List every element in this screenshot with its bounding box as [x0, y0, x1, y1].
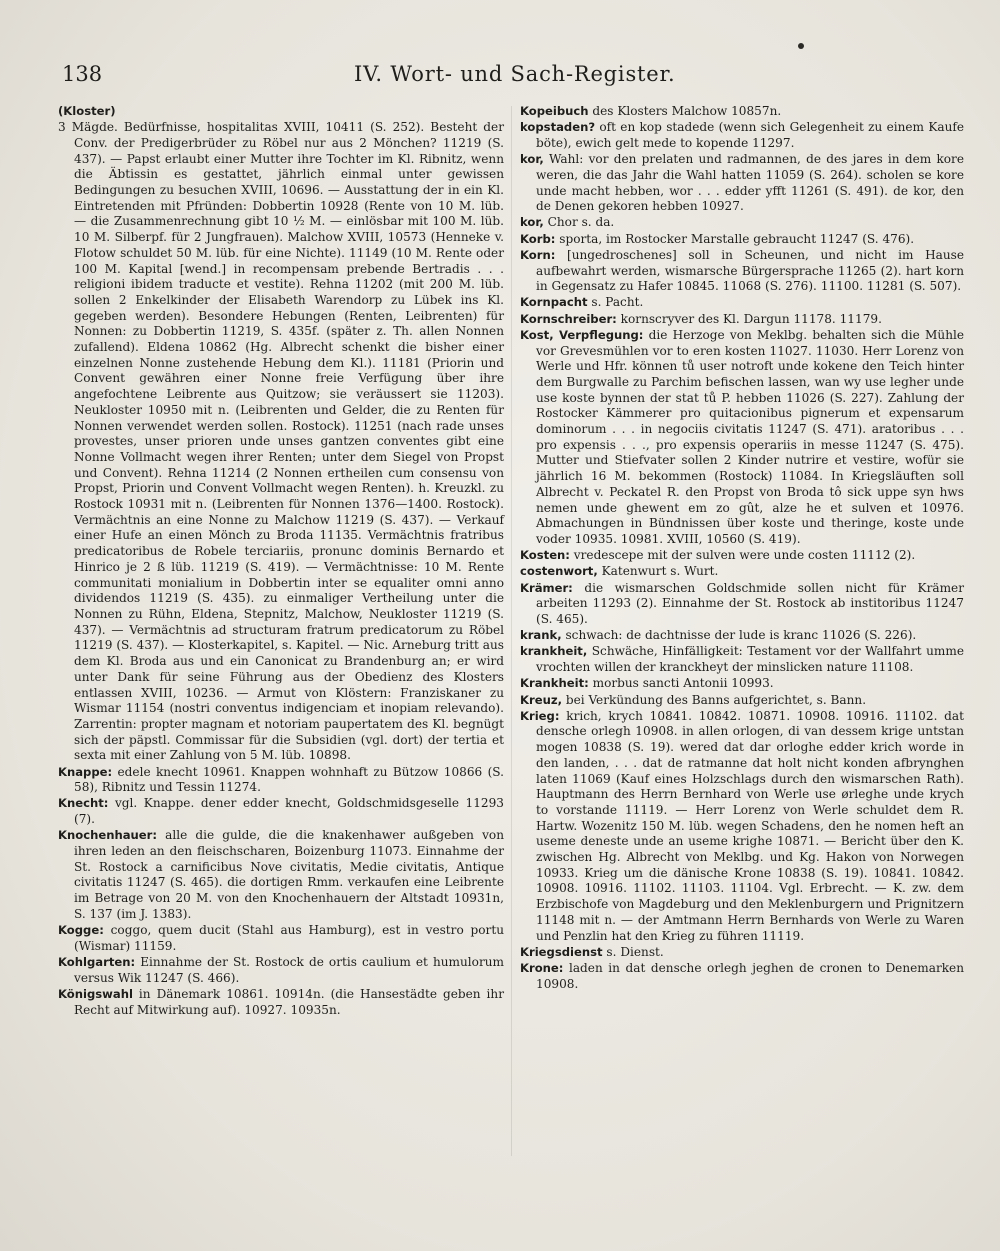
entry-text: krich, krych 10841. 10842. 10871. 10908. 10916. 11102. dat densche orlegh 10908. in allen orlogen, di van dessem krige untstan mogen 10838 (S. 19). wered dat dar orloghe edder krich worde in den landen, . . . dat de ratmanne dat holt nicht konden afbrynghen laten 11069 (Kauf eines Holzschlags durch den wismarschen Rath). Hauptmann des Herrn Bernhard von Werle use ørleghe unde krych to vorstande 11119. — Herr Lorenz von Werle schuldet dem R. Hartw. Wozenitz 150 M. lüb. wegen Schadens, den he nomen heft an useme deneste unde an useme krighe 10871. — Bericht über den K. zwischen Hg. Albrecht von Meklbg. und Kg. Hakon von Norwegen 10933. Krieg um die dänische Krone 10838 (S. 19). 10841. 10842. 10908. 10916. 11102. 11103. 11104. Vgl. Erbrecht. — K. zw. dem Erzbischofe von Magdeburg und den Meklenburgern und Prignitzern 11148 mit n. — der Amtmann Herrn Bernhards von Werle zu Waren und Penzlin hat den Krieg zu führen 11119. [536, 708, 964, 943]
entry-text: morbus sancti Antonii 10993. [588, 676, 774, 691]
index-entry [58, 987, 504, 1018]
column-divider [511, 106, 512, 1156]
entry-keyword: Kornschreiber: [520, 311, 617, 326]
page-header [62, 62, 938, 92]
index-entry [520, 295, 964, 311]
entry-keyword: Knappe: [58, 764, 113, 779]
entry-keyword: Kopeibuch [520, 104, 589, 118]
entry-text: Katenwurt s. Wurt. [597, 564, 719, 579]
index-entry [58, 796, 504, 827]
entry-text: kornscryver des Kl. Dargun 11178. 11179. [616, 311, 882, 326]
entry-text: laden in dat densche orlegh jeghen de cronen to Denemarken 10908. [536, 960, 964, 991]
index-entry [520, 581, 964, 628]
index-entry [520, 232, 964, 248]
entry-keyword: Knecht: [58, 796, 109, 811]
index-entry [520, 548, 964, 564]
entry-text: s. Pacht. [587, 295, 644, 310]
entry-keyword: Korn: [520, 247, 556, 262]
index-entry [520, 152, 964, 215]
entry-text: Schwäche, Hinfälligkeit: Testament vor der Wallfahrt umme vrochten willen der kranckheyt der minslicken nature 11108. [536, 644, 964, 675]
entry-keyword: Korb: [520, 231, 556, 246]
entry-keyword: Krieg: [520, 708, 560, 723]
entry-text: schwach: de dachtnisse der lude is kranc 11026 (S. 226). [561, 628, 917, 643]
entry-keyword: krank, [520, 628, 562, 643]
index-entry [520, 215, 964, 231]
entry-text: bei Verkündung des Banns aufgerichtet, s. Bann. [561, 692, 867, 707]
index-entry [520, 709, 964, 945]
entry-text: Einnahme der St. Rostock de ortis caulium et humulorum versus Wik 11247 (S. 466). [74, 954, 504, 985]
entry-keyword: Königswahl [58, 986, 133, 1001]
index-entry [520, 628, 964, 644]
entry-text: edele knecht 10961. Knappen wohnhaft zu Bützow 10866 (S. 58), Ribnitz und Tessin 11274. [74, 764, 504, 795]
entry-text: Chor s. da. [543, 215, 615, 230]
entry-text: s. Dienst. [602, 944, 664, 959]
index-entry [58, 923, 504, 954]
index-entry [58, 120, 504, 764]
entry-text: coggo, quem ducit (Stahl aus Hamburg), est in vestro portu (Wismar) 11159. [74, 923, 504, 953]
index-entry [520, 328, 964, 548]
index-entry [520, 676, 964, 692]
entry-text: vgl. Knappe. dener edder knecht, Goldschmidsgeselle 11293 (7). [74, 796, 504, 827]
entry-keyword: kor, [520, 152, 544, 167]
entry-keyword: Krämer: [520, 580, 573, 595]
entry-keyword: kopstaden? [520, 120, 596, 135]
entry-keyword: Krone: [520, 960, 564, 975]
ink-dot [798, 43, 804, 49]
entry-keyword: krankheit, [520, 644, 588, 659]
index-entry [58, 955, 504, 986]
entry-keyword: Kriegsdienst [520, 944, 603, 959]
entry-keyword: Kogge: [58, 923, 104, 938]
entry-keyword: (Kloster) [58, 104, 116, 118]
index-entry [520, 945, 964, 961]
index-entry [520, 312, 964, 328]
entry-text: die Herzoge von Meklbg. behalten sich die Mühle vor Grevesmühlen vor to eren kosten 11027. 11030. Herr Lorenz von Werle und Hfr. können tů user notroft unde kokene den Teich hinter dem Burgwalle zu Parchim befischen lassen, wan wy use legher unde use koste bynnen der stat tů P. hebben 11026 (S. 227). Zahlung der Rostocker Kämmerer pro quitacionibus pignerum et expensarum dominorum . . . in negociis civitatis 11247 (S. 471). aratoribus . . . pro expensis . . ., pro expensis operariis in messe 11247 (S. 475). Mutter und Stiefvater sollen 2 Kinder nutrire et vestire, wofür sie jährlich 16 M. bekommen (Rostock) 11084. In Kriegsläuften soll Albrecht v. Peckatel R. den Propst von Broda tô sick uppe syn hws nemen unde ghewent em zo gût, alze he et sulven et 10976. Abmachungen in Bündnissen über koste und theringe, koste unde voder 10935. 10981. XVIII, 10560 (S. 419). [536, 327, 965, 546]
index-entry [520, 248, 964, 295]
entry-keyword: costenwort, [520, 564, 598, 579]
entry-text: die wismarschen Goldschmide sollen nicht für Krämer arbeiten 11293 (2). Einnahme der St. Rostock ab institoribus 11247 (S. 465). [536, 580, 964, 626]
index-entry [58, 828, 504, 922]
entry-keyword: Knochenhauer: [58, 828, 157, 843]
right-column [520, 104, 964, 993]
entry-keyword: Kreuz, [520, 692, 562, 707]
index-entry [520, 644, 964, 675]
index-entry [520, 120, 964, 151]
entry-keyword: Krankheit: [520, 676, 589, 691]
index-entry [520, 693, 964, 709]
entry-text: [ungedroschenes] soll in Scheunen, und nicht im Hause aufbewahrt werden, wismarsche Bürgersprache 11265 (2). hart korn in Gegensatz zu Hafer 10845. 11068 (S. 276). 11100. 11281 (S. 507). [536, 247, 964, 294]
entry-keyword: Kosten: [520, 548, 570, 563]
entry-keyword: Kost, Verpflegung: [520, 327, 644, 342]
page-title: IV. Wort- und Sach-Register. [354, 62, 676, 86]
index-entry [520, 564, 964, 580]
index-entry [520, 961, 964, 992]
entry-keyword: Kornpacht [520, 295, 588, 310]
left-column [58, 104, 504, 1019]
entry-keyword: Kohlgarten: [58, 954, 136, 969]
entry-text: 3 Mägde. Bedürfnisse, hospitalitas XVIII, 10411 (S. 252). Besteht der Conv. der Predigerbrüder zu Röbel nur aus 2 Mönchen? 11219 (S. 437). — Papst erlaubt einer Mutter ihre Tochter im Kl. Ribnitz, wenn die Äbtissin es gestattet, jährlich einmal unter gewissen Bedingungen zu besuchen XVIII, 10696. — Ausstattung der in ein Kl. Eintretenden mit Pfründen: Dobbertin 10928 (Rente von 10 M. lüb. — die Zusammenrechnung gibt 10 ½ M. — einlösbar mit 100 M. lüb. 10 M. Silberpf. für 2 Jungfrauen). Malchow XVIII, 10573 (Henneke v. Flotow schuldet 50 M. lüb. für eine Nichte). 11149 (10 M. Rente oder 100 M. Kapital [wend.] in recompensam prebende Bertradis . . . religioni ibidem traducte et vestite). Rehna 11202 (mit 200 M. lüb. sollen 2 Enkelkinder der Elisabeth Warendorp zu Lübek ins Kl. gegeben werden). Besondere Hebungen (Renten, Leibrenten) für Nonnen: zu Dobbertin 11219, S. 435f. (später z. Th. allen Nonnen zufallend). Eldena 10862 (Hg. Albrecht schenkt die bisher einer einzelnen Nonne zustehende Hebung dem Kl.). 11181 (Priorin und Convent gewähren einer Nonne freie Verfügung über ihre angefochtene Leibrente aus Quitzow; sie veräussert sie 11203). Neukloster 10950 mit n. (Leibrenten und Gelder, die zu Renten für Nonnen verwendet werden sollen. Rostock). 11251 (nach rade unses provestes, unser prioren unde unses gantzen conventes gibt eine Nonne Vollmacht wegen ihrer Renten; unter dem Siegel von Propst und Convent). Rehna 11214 (2 Nonnen ertheilen cum consensu von Propst, Priorin und Convent Vollmacht wegen Renten). h. Kreuzkl. zu Rostock 10931 mit n. (Leibrenten für Nonnen 1376—1400. Rostock). Vermächtnis an eine Nonne zu Malchow 11219 (S. 437). — Verkauf einer Hufe an einen Mönch zu Broda 11135. Vermächtnis fratribus predicatoribus de Robele terciariis, pronunc dominis Bernardo et Hinrico je 2 ß lüb. 11219 (S. 419). — Vermächtnisse: 10 M. Rente communitati monialium in Dobbertin inter se equaliter omni anno dividendos 11219 (S. 435). zu einmaliger Vertheilung unter die Nonnen zu Rühn, Eldena, Stepnitz, Malchow, Neukloster 11219 (S. 437). — Vermächtnis ad structuram fratrum predicatorum zu Röbel 11219 (S. 437). — Klosterkapitel, s. Kapitel. — Nic. Arneburg tritt aus dem Kl. Broda aus und ein Canonicat zu Brandenburg an; er wird unter Dank für seine Führung aus der Obedienz des Klosters entlassen XVIII, 10236. — Armut von Klöstern: Franziskaner zu Wismar 11154 (nostri conventus indigenciam et inopiam relevando). Zarrentin: propter magnam et notoriam paupertatem des Kl. begnügt sich der päpstl. Commissar für die Subsidien (vgl. dort) der tertia et sexta mit einer Zahlung von 5 M. lüb. 10898. [58, 120, 504, 763]
index-entry [58, 765, 504, 796]
entry-text: in Dänemark 10861. 10914n. (die Hansestädte geben ihr Recht auf Mitwirkung auf). 10927. 10935n. [74, 986, 504, 1017]
entry-text: des Klosters Malchow 10857n. [588, 104, 782, 118]
entry-text: Wahl: vor den prelaten und radmannen, de des jares in dem kore weren, die das Jahr die Wahl hatten 11059 (S. 264). scholen se kore unde macht hebben, wor . . . edder yfft 11261 (S. 491). de kor, den de Denen gekoren hebben 10927. [536, 152, 964, 214]
entry-text: vredescepe mit der sulven were unde costen 11112 (2). [569, 548, 916, 563]
page-number: 138 [62, 62, 103, 86]
index-entry [58, 104, 504, 120]
index-entry [520, 104, 964, 120]
entry-text: sporta, im Rostocker Marstalle gebraucht 11247 (S. 476). [555, 231, 915, 246]
entry-text: oft en kop stadede (wenn sich Gelegenheit zu einem Kaufe böte), ewich gelt mede to kopende 11297. [536, 120, 964, 150]
entry-keyword: kor, [520, 215, 544, 230]
entry-text: alle die gulde, die die knakenhawer außgeben von ihren leden an den fleischscharen, Boizenburg 11073. Einnahme der St. Rostock a carnificibus Nove civitatis, Medie civitatis, Antique civitatis 11247 (S. 465). die dortigen Rmm. verkaufen eine Leibrente im Betrage von 20 M. von den Knochenhauern der Altstadt 10931n, S. 137 (im J. 1383). [74, 828, 504, 921]
